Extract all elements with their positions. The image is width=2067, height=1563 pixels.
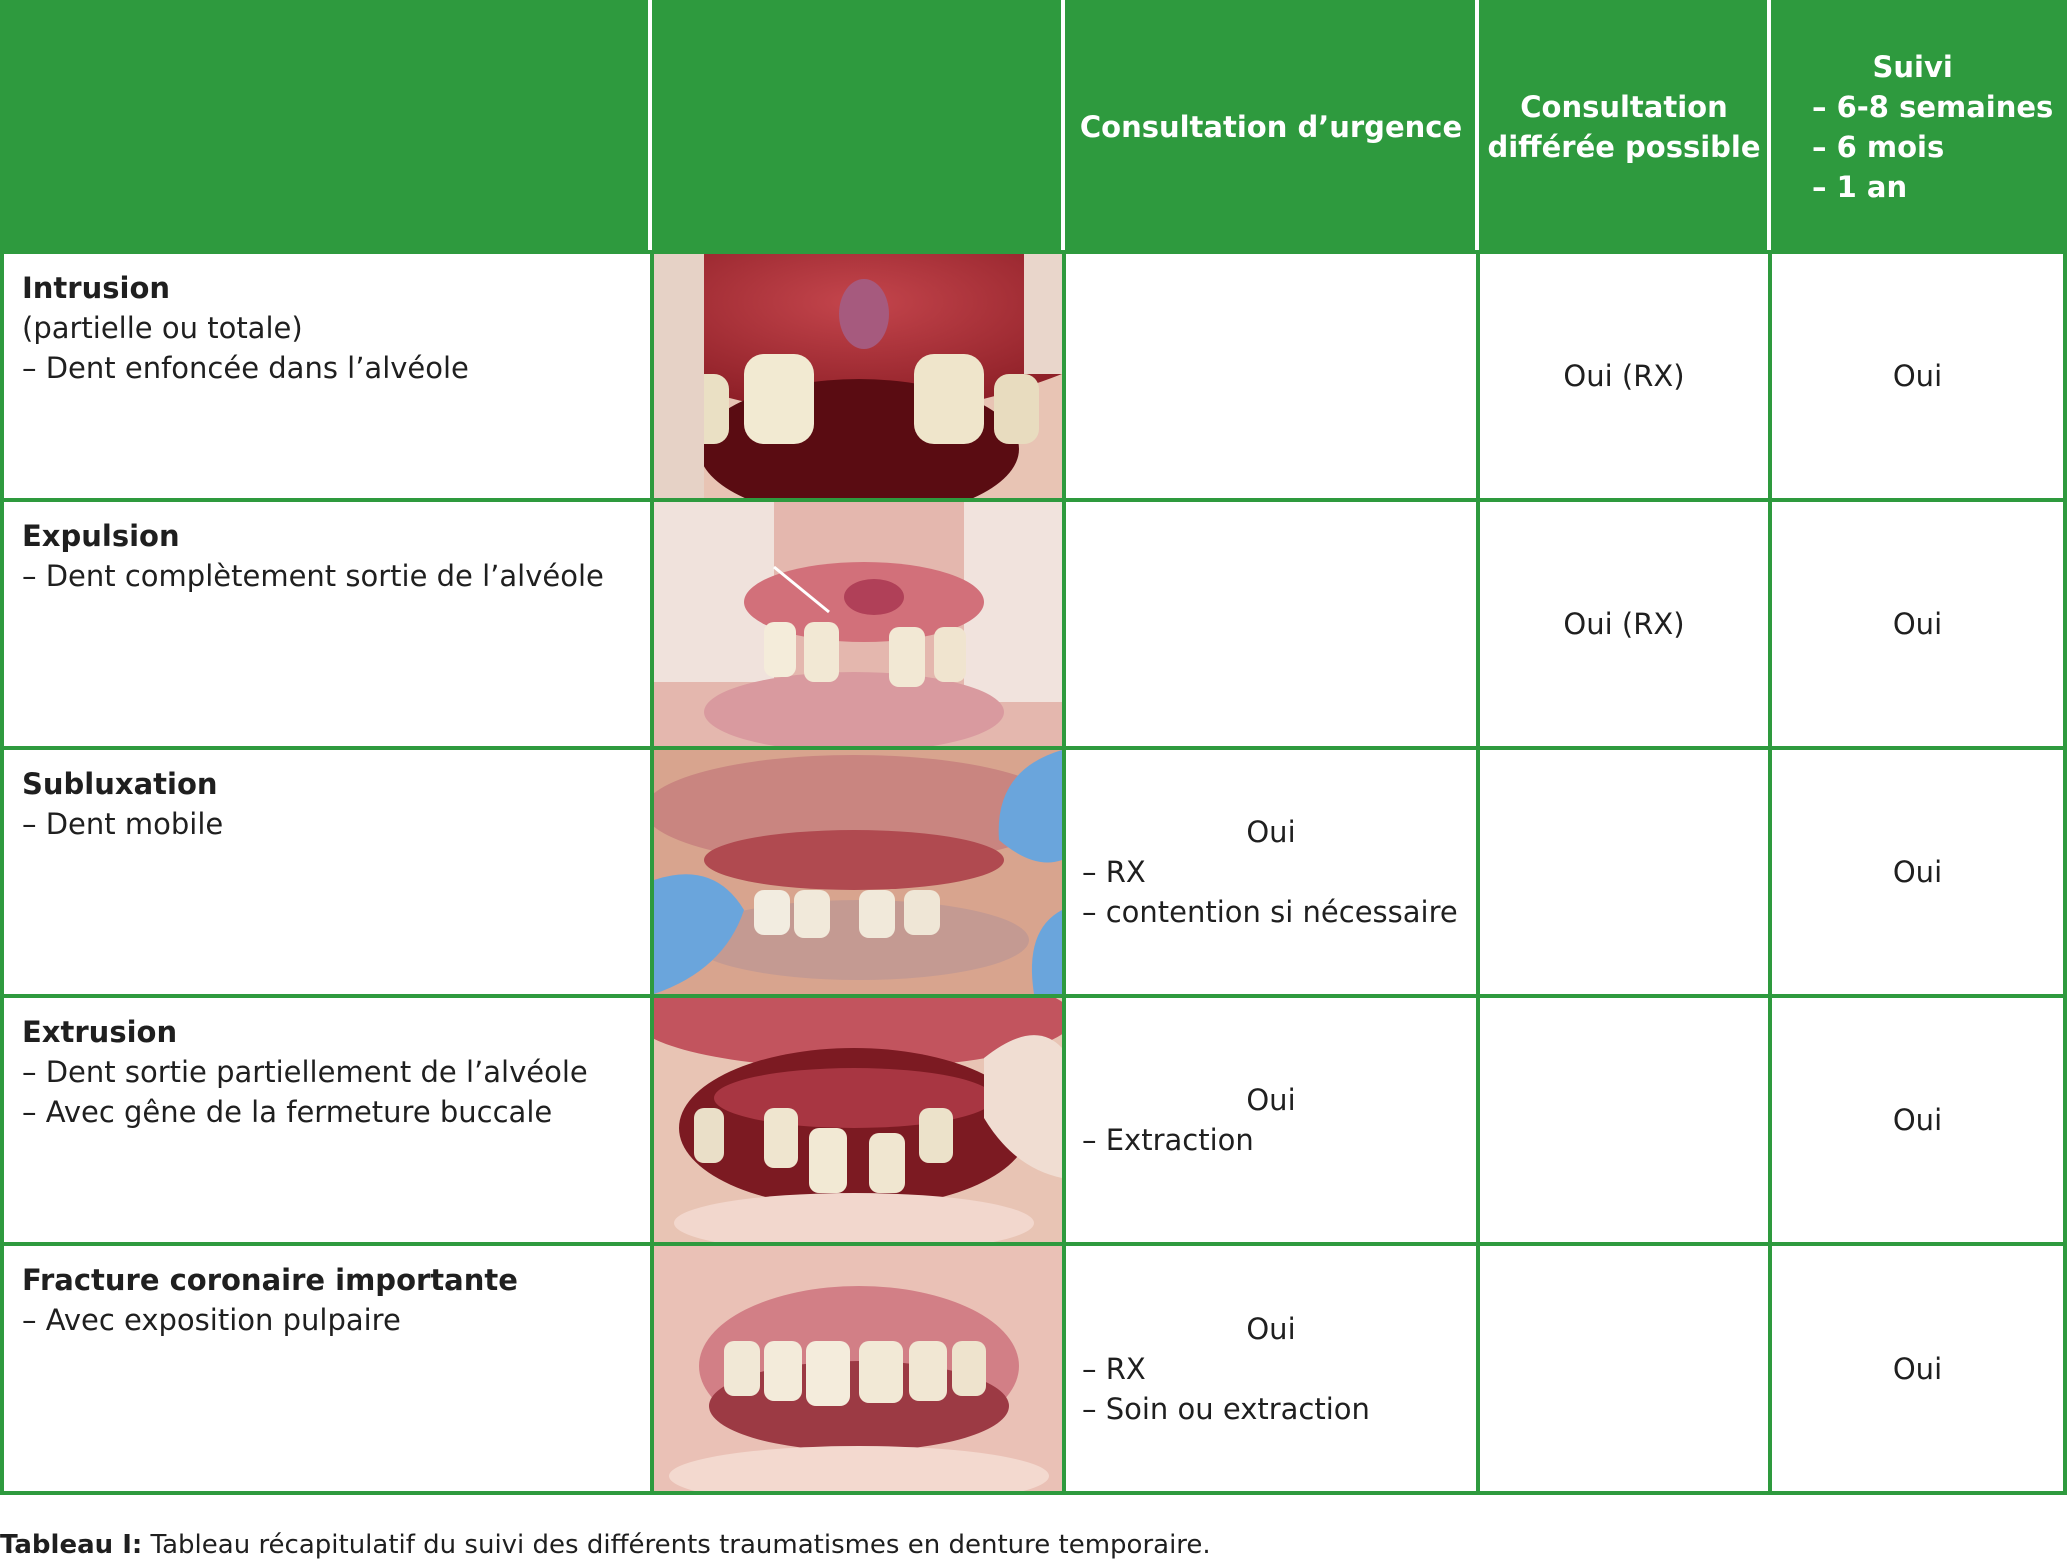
row-label-subluxation: Subluxation – Dent mobile: [4, 750, 650, 994]
row-label-intrusion: Intrusion (partielle ou totale) – Dent enfoncée dans l’alvéole: [4, 254, 650, 498]
caption-text: Tableau récapitulatif du suivi des différents traumatismes en denture temporaire.: [142, 1530, 1211, 1560]
row1-urgence: [1066, 254, 1476, 498]
table-caption: [0, 1529, 1211, 1561]
header-differee: Consultation différée possible: [1480, 4, 1768, 250]
row2-suivi: Oui: [1772, 502, 2063, 746]
row4-differee: [1480, 998, 1768, 1242]
fracture-photo: [654, 1246, 1062, 1491]
row-label-extrusion: Extrusion – Dent sortie partiellement de l’alvéole – Avec gêne de la fermeture buccale: [4, 998, 650, 1242]
extrusion-photo: [654, 998, 1062, 1242]
row3-urgence: Oui – RX – contention si nécessaire: [1066, 750, 1476, 994]
row5-urgence: Oui – RX – Soin ou extraction: [1066, 1246, 1476, 1491]
subluxation-photo: [654, 750, 1062, 994]
row-label-expulsion: Expulsion – Dent complètement sortie de l’alvéole: [4, 502, 650, 746]
row2-differee: Oui (RX): [1480, 502, 1768, 746]
row4-urgence: Oui – Extraction: [1066, 998, 1476, 1242]
header-col1: [4, 4, 650, 250]
row1-differee: Oui (RX): [1480, 254, 1768, 498]
expulsion-photo: [654, 502, 1062, 746]
header-urgence: Consultation d’urgence: [1066, 4, 1476, 250]
row5-differee: [1480, 1246, 1768, 1491]
row2-urgence: [1066, 502, 1476, 746]
header-suivi: Suivi – 6-8 semaines – 6 mois – 1 an: [1772, 4, 2063, 250]
caption-label: Tableau I:: [0, 1530, 143, 1560]
row4-suivi: Oui: [1772, 998, 2063, 1242]
header-col2: [654, 4, 1062, 250]
row3-suivi: Oui: [1772, 750, 2063, 994]
row5-suivi: Oui: [1772, 1246, 2063, 1491]
row1-suivi: Oui: [1772, 254, 2063, 498]
row3-differee: [1480, 750, 1768, 994]
row-label-fracture: Fracture coronaire importante – Avec exposition pulpaire: [4, 1246, 650, 1491]
intrusion-photo: [654, 254, 1062, 498]
